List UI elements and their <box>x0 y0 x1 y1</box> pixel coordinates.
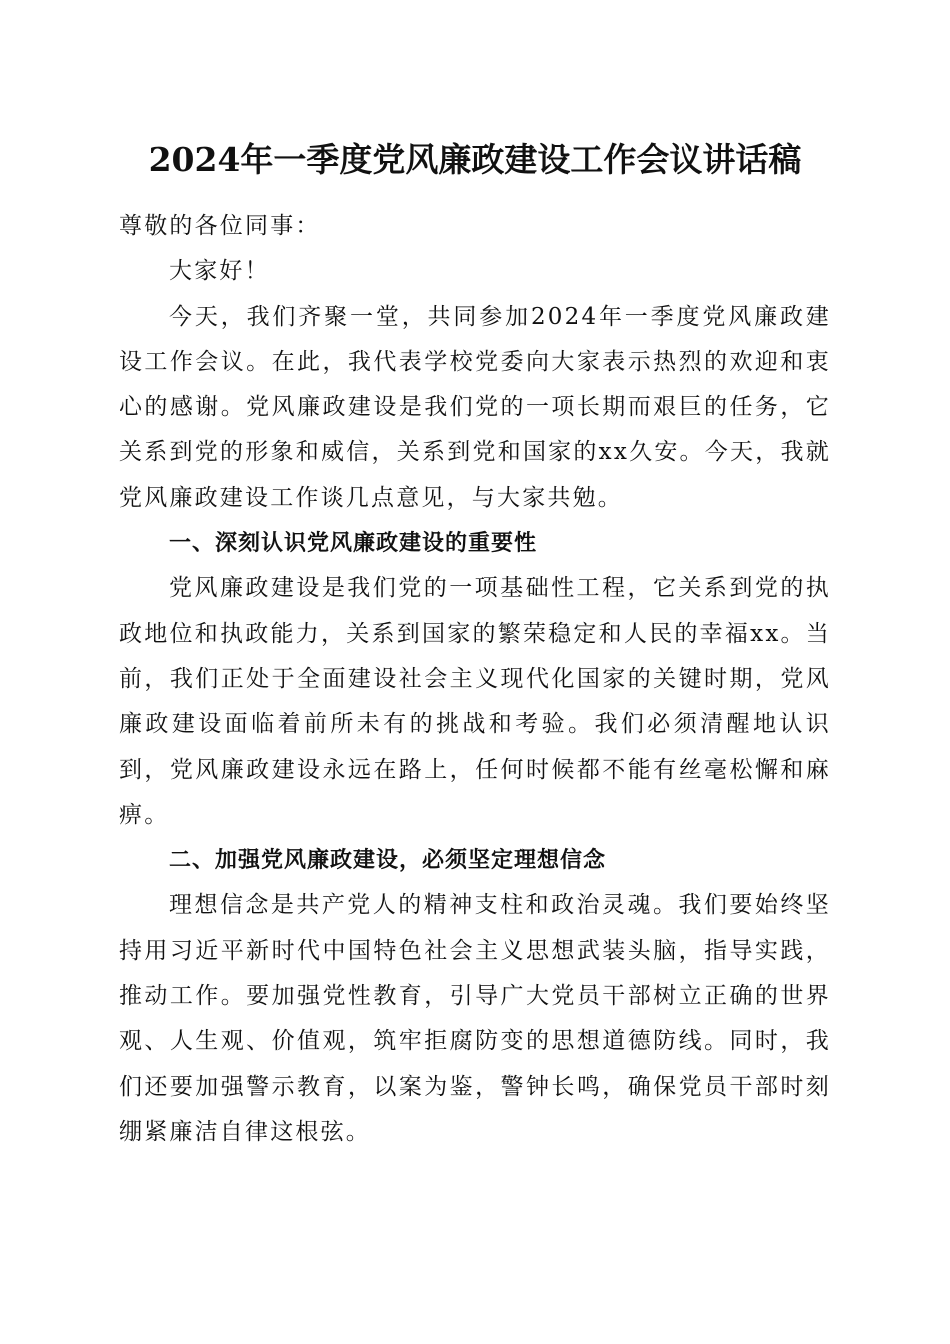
greeting: 大家好！ <box>169 258 270 285</box>
document-title: 2024年一季度党风廉政建设工作会议讲话稿 <box>148 140 802 179</box>
section-2-heading: 二、加强党风廉政建设，必须坚定理想信念 <box>169 848 607 874</box>
section-2-paragraph: 理想信念是共产党人的精神支柱和政治灵魂。我们要始终坚持用习近平新时代中国特色社会主义思想武装头脑，指导实践，推动工作。要加强党性教育，引导广大党员干部树立正确的世界观、人生观、价值观，筑牢拒腐防变的思想道德防线。同时，我们还要加强警示教育，以案为鉴，警钟长鸣，确保党员干部时刻绷紧廉洁自律这根弦。 <box>119 892 831 1145</box>
section-1-paragraph: 党风廉政建设是我们党的一项基础性工程，它关系到党的执政地位和执政能力，关系到国家的繁荣稳定和人民的幸福xx。当前，我们正处于全面建设社会主义现代化国家的关键时期，党风廉政建设面临着前所未有的挑战和考验。我们必须清醒地认识到，党风廉政建设永远在路上，任何时候都不能有丝毫松懈和麻痹。 <box>119 575 831 828</box>
section-1-heading: 一、深刻认识党风廉政建设的重要性 <box>169 531 538 557</box>
salutation: 尊敬的各位同事： <box>119 213 321 239</box>
intro-paragraph: 今天，我们齐聚一堂，共同参加2024年一季度党风廉政建设工作会议。在此，我代表学校党委向大家表示热烈的欢迎和衷心的感谢。党风廉政建设是我们党的一项长期而艰巨的任务，它关系到党的形象和威信，关系到党和国家的xx久安。今天，我就党风廉政建设工作谈几点意见，与大家共勉。 <box>119 303 831 511</box>
document-body <box>119 204 831 1155</box>
